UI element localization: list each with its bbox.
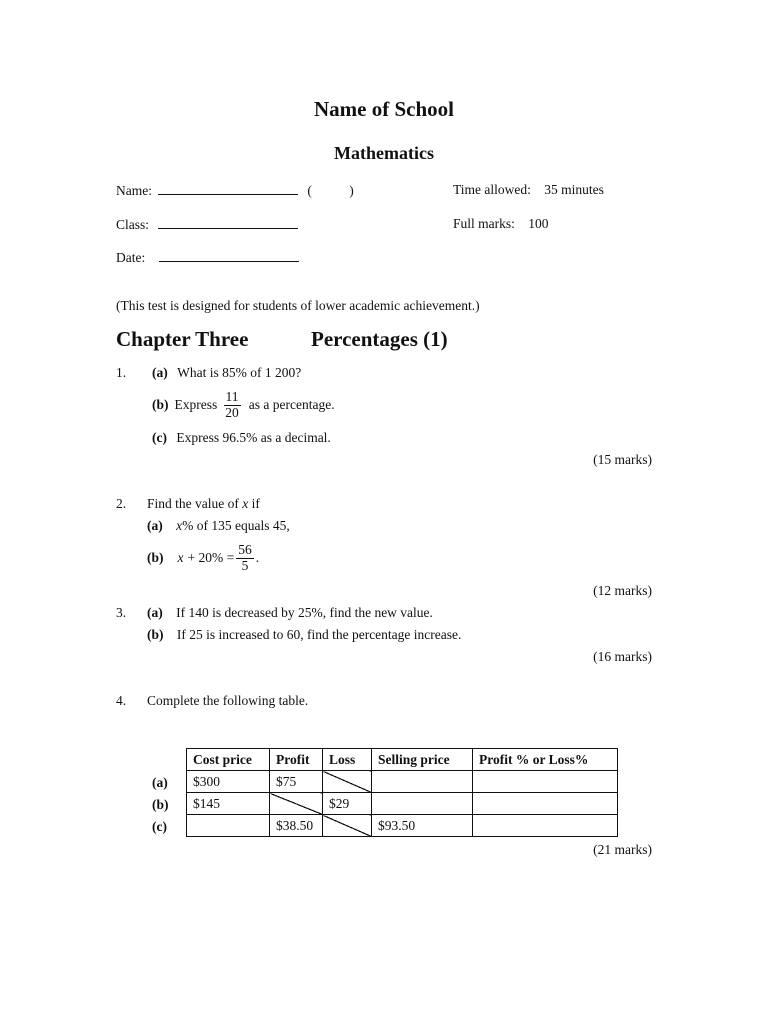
q1a-text: What is 85% of 1 200? xyxy=(177,365,302,380)
q2a-label: (a) xyxy=(147,518,163,533)
q3a xyxy=(147,605,433,621)
table-cell: $93.50 xyxy=(372,815,473,837)
q3b-label: (b) xyxy=(147,627,164,642)
table-cell xyxy=(372,771,473,793)
time-label: Time allowed: xyxy=(453,182,531,197)
q3a-text: If 140 is decreased by 25%, find the new value. xyxy=(176,605,433,620)
name-label: Name: xyxy=(116,183,152,198)
row-label-a: (a) xyxy=(152,775,168,790)
header-selling-price: Selling price xyxy=(372,749,473,771)
q3b xyxy=(147,627,461,643)
profit-loss-table xyxy=(186,748,618,837)
q1-number: 1. xyxy=(116,365,127,380)
q2b xyxy=(147,540,259,576)
table-cell: $75 xyxy=(270,771,323,793)
date-label: Date: xyxy=(116,250,146,265)
name-paren-close: ) xyxy=(349,183,354,198)
q1-marks: (15 marks) xyxy=(593,452,652,467)
q2-intro-post: if xyxy=(251,496,260,511)
q1b-pre: Express xyxy=(174,397,218,412)
q2b-fraction xyxy=(236,543,254,574)
marks-label: Full marks: xyxy=(453,216,515,231)
q3-number: 3. xyxy=(116,605,127,620)
header-profit-loss-percent: Profit % or Loss% xyxy=(473,749,618,771)
q2b-end: . xyxy=(255,550,260,565)
q2b-var: x xyxy=(177,550,184,565)
q3a-label: (a) xyxy=(147,605,163,620)
table-cell: $29 xyxy=(323,793,372,815)
test-note: (This test is designed for students of lower academic achievement.) xyxy=(116,298,480,313)
date-blank xyxy=(159,249,299,262)
header-loss: Loss xyxy=(323,749,372,771)
q1b-label: (b) xyxy=(152,397,169,412)
chapter-topic: Percentages (1) xyxy=(311,327,448,351)
fraction-numerator: 56 xyxy=(238,541,252,557)
table-cell: $38.50 xyxy=(270,815,323,837)
q1c-label: (c) xyxy=(152,430,167,445)
table-cell xyxy=(372,793,473,815)
q2-number: 2. xyxy=(116,496,127,511)
table-cell xyxy=(473,771,618,793)
q4-marks: (21 marks) xyxy=(593,842,652,857)
q1c xyxy=(152,430,331,446)
q2-intro-pre: Find the value of xyxy=(147,496,239,511)
name-blank xyxy=(158,182,298,195)
table-cell xyxy=(473,815,618,837)
q3b-text: If 25 is increased to 60, find the percentage increase. xyxy=(176,627,462,642)
full-marks xyxy=(453,216,549,232)
time-allowed xyxy=(453,182,604,198)
q2-intro-var: x xyxy=(242,496,249,511)
name-field xyxy=(116,182,354,199)
q1b-fraction xyxy=(223,390,241,421)
crossed-out-cell xyxy=(323,815,372,837)
chapter-number: Chapter Three xyxy=(116,327,249,351)
class-field xyxy=(116,216,298,233)
q2a-text: % of 135 equals 45, xyxy=(182,518,290,533)
table-cell: $145 xyxy=(187,793,270,815)
header-profit: Profit xyxy=(270,749,323,771)
marks-value: 100 xyxy=(528,216,549,231)
q2-intro xyxy=(147,496,260,512)
table-row xyxy=(187,771,618,793)
table-cell: $300 xyxy=(187,771,270,793)
name-paren-open: ( xyxy=(307,183,312,198)
q2b-text: + 20% = xyxy=(187,550,235,565)
q1a-label: (a) xyxy=(152,365,168,380)
table-cell xyxy=(473,793,618,815)
q2-marks: (12 marks) xyxy=(593,583,652,598)
school-name: Name of School xyxy=(314,97,454,121)
table-cell xyxy=(187,815,270,837)
row-label-c: (c) xyxy=(152,819,167,834)
time-value: 35 minutes xyxy=(544,182,604,197)
class-label: Class: xyxy=(116,217,150,232)
crossed-out-cell xyxy=(270,793,323,815)
q3-marks: (16 marks) xyxy=(593,649,652,664)
q1a xyxy=(152,365,301,381)
fraction-numerator: 11 xyxy=(225,388,239,404)
crossed-out-cell xyxy=(323,771,372,793)
q4-number: 4. xyxy=(116,693,127,708)
table-row xyxy=(187,793,618,815)
table-row xyxy=(187,815,618,837)
q2a xyxy=(147,518,290,534)
table-header-row xyxy=(187,749,618,771)
fraction-denominator: 20 xyxy=(225,404,239,420)
fraction-denominator: 5 xyxy=(241,557,249,573)
q4-text: Complete the following table. xyxy=(147,693,309,708)
q1c-text: Express 96.5% as a decimal. xyxy=(176,430,331,445)
q1b xyxy=(152,387,335,423)
date-field xyxy=(116,249,299,266)
header-cost-price: Cost price xyxy=(187,749,270,771)
row-label-b: (b) xyxy=(152,797,169,812)
class-blank xyxy=(158,216,298,229)
subject-title: Mathematics xyxy=(334,143,434,163)
q2a-var: x xyxy=(176,518,183,533)
q1b-post: as a percentage. xyxy=(248,397,335,412)
q2b-label: (b) xyxy=(147,550,164,565)
